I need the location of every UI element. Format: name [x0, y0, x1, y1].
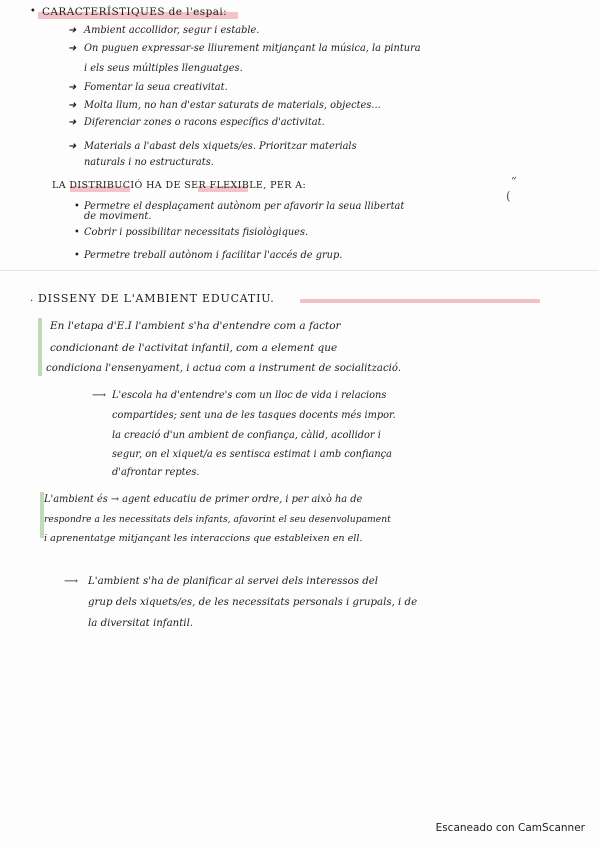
- arrow-icon: ➜: [68, 117, 77, 128]
- list-item-continuation: naturals i no estructurats.: [84, 157, 214, 168]
- list-item: Cobrir i possibilitar necessitats fisiològiques.: [84, 227, 309, 238]
- arrow-icon: ➜: [68, 82, 77, 93]
- arrow-icon: ⟶: [64, 576, 79, 587]
- title-underline-highlight: [300, 299, 540, 303]
- arrow-icon: ➜: [68, 25, 77, 36]
- arrow-icon: ➜: [68, 141, 77, 152]
- paragraph-line: En l'etapa d'E.I l'ambient s'ha d'entendre com a factor: [50, 320, 341, 332]
- arrow-icon: ⟶: [92, 390, 107, 401]
- note-line: la creació d'un ambient de confiança, càlid, acollidor i: [112, 430, 381, 441]
- list-item-continuation: de moviment.: [84, 211, 152, 222]
- list-item: On puguen expressar-se lliurement mitjançant la música, la pintura: [84, 43, 421, 54]
- section-heading-characteristics: CARACTERÍSTIQUES de l'espai:: [42, 6, 228, 18]
- note-line: la diversitat infantil.: [88, 618, 194, 629]
- section-title-design: DISSENY DE L'AMBIENT EDUCATIU.: [38, 292, 275, 305]
- list-item: Permetre el desplaçament autònom per afavorir la seua llibertat: [84, 201, 405, 212]
- list-item-continuation: i els seus múltiples llenguatges.: [84, 63, 243, 74]
- bullet-dot: •: [74, 250, 80, 261]
- page-tear-edge: [0, 270, 599, 271]
- note-line: d'afrontar reptes.: [112, 467, 200, 478]
- arrow-icon: ➜: [68, 43, 77, 54]
- section-heading-distribution: LA DISTRIBUCIÓ HA DE SER FLEXIBLE, PER A:: [52, 180, 307, 191]
- doodle-mark: (: [506, 189, 511, 203]
- list-item: Molta llum, no han d'estar saturats de materials, objectes...: [84, 100, 381, 111]
- list-item: Permetre treball autònom i facilitar l'accés de grup.: [84, 250, 343, 261]
- list-item: Diferenciar zones o racons específics d'activitat.: [84, 117, 325, 128]
- paragraph-line: L'ambient és → agent educatiu de primer ordre, i per això ha de: [44, 494, 363, 505]
- arrow-icon: ➜: [68, 100, 77, 111]
- section-marker: .: [30, 293, 34, 304]
- list-item: Ambient accollidor, segur i estable.: [84, 25, 260, 36]
- note-line: grup dels xiquets/es, de les necessitats personals i grupals, i de: [88, 597, 418, 608]
- doodle-mark: ˝: [510, 176, 517, 192]
- note-line: L'escola ha d'entendre's com un lloc de vida i relacions: [112, 390, 387, 401]
- paragraph-line: condicionant de l'activitat infantil, com a element que: [50, 342, 338, 354]
- paragraph-line: i aprenentatge mitjançant les interaccions que estableixen en ell.: [44, 533, 363, 544]
- note-line: L'ambient s'ha de planificar al servei dels interessos del: [88, 576, 379, 587]
- paragraph-line: respondre a les necessitats dels infants, afavorint el seu desenvolupament: [44, 514, 391, 525]
- list-item: Materials a l'abast dels xiquets/es. Prioritzar materials: [84, 141, 357, 152]
- margin-highlight: [38, 318, 42, 376]
- bullet-dot: •: [30, 6, 36, 17]
- bullet-dot: •: [74, 227, 80, 238]
- bullet-dot: •: [74, 201, 80, 212]
- paragraph-line: condiciona l'ensenyament, i actua com a instrument de socialització.: [46, 363, 402, 374]
- list-item: Fomentar la seua creativitat.: [84, 82, 228, 93]
- note-line: segur, on el xiquet/a es sentisca estimat i amb confiança: [112, 449, 393, 460]
- scanner-watermark: Escaneado con CamScanner: [435, 822, 585, 834]
- note-line: compartides; sent una de les tasques docents més impor.: [112, 410, 396, 421]
